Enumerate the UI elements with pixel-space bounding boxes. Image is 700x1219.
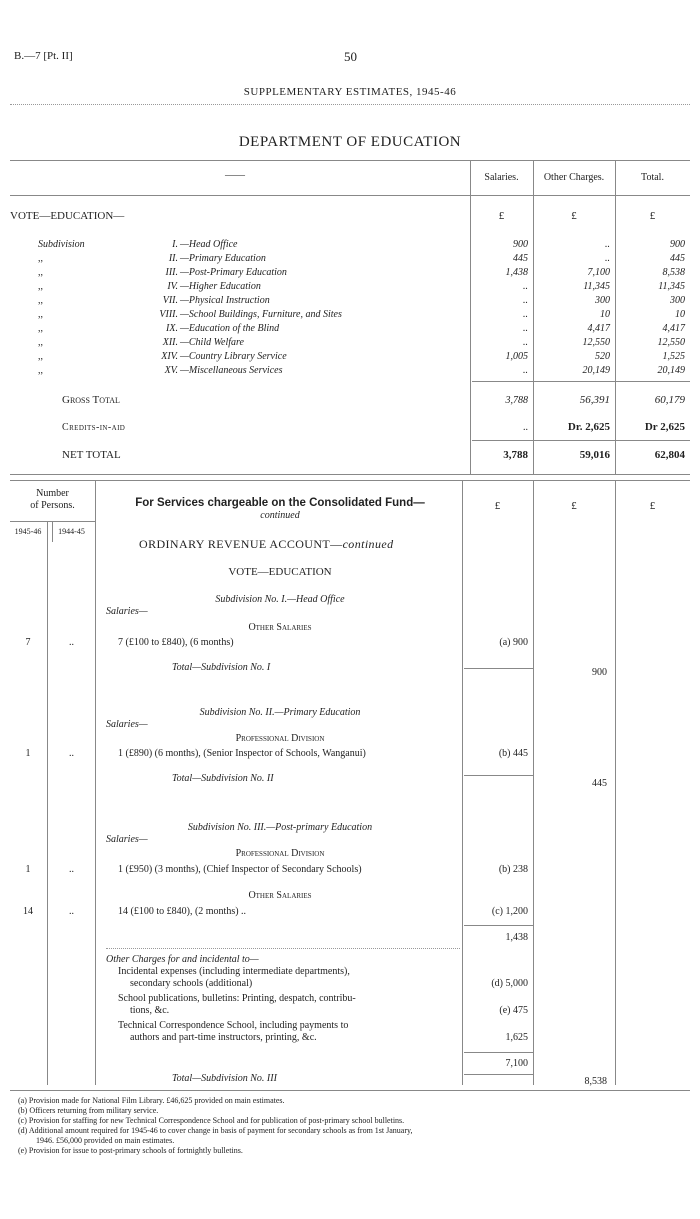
roman-numeral: IX. (166, 323, 178, 334)
footnote: (a) Provision made for National Film Library. £46,625 provided on main estimates. (18, 1096, 285, 1105)
other-charges-column-header: Other Charges. (543, 172, 605, 183)
column-rule (470, 160, 471, 474)
subdivision-name: —Miscellaneous Services (180, 365, 283, 376)
roman-numeral: VIII. (159, 309, 178, 320)
ditto-mark: ,, (38, 337, 43, 348)
subdivision-total: 8,538 (584, 1076, 607, 1087)
charge-description: Incidental expenses (including intermediate departments), (118, 966, 350, 977)
gross-other-charges: 56,391 (579, 394, 610, 406)
gross-total: 60,179 (654, 394, 685, 406)
total-cell: 1,525 (662, 351, 685, 362)
ditto-mark: ,, (38, 365, 43, 376)
column-rule (95, 480, 96, 1085)
subdivision-name: —Primary Education (180, 253, 266, 264)
detail-bottom-rule (10, 1090, 690, 1091)
charge-description: tions, &c. (130, 1005, 170, 1016)
charge-amount: 1,625 (505, 1032, 528, 1043)
credits-total: Dr 2,625 (644, 421, 685, 433)
roman-numeral: XII. (162, 337, 178, 348)
roman-numeral: VII. (162, 295, 178, 306)
year-header: 1944-45 (58, 527, 85, 536)
subdivision-heading: Subdivision No. I.—Head Office (215, 594, 345, 605)
total-cell: 445 (670, 253, 685, 264)
ditto-mark: ,, (38, 267, 43, 278)
subdivision-total-label: Total—Subdivision No. I (172, 662, 271, 673)
roman-numeral: III. (165, 267, 178, 278)
column-rule (462, 480, 463, 1085)
subtotal-rule (472, 381, 690, 382)
salary-group-heading: Other Salaries (248, 622, 312, 633)
persons-previous: .. (69, 637, 74, 648)
subdivision-total: 900 (592, 667, 607, 678)
charge-amount: (e) 475 (499, 1005, 528, 1016)
subdivision-total-label: Total—Subdivision No. III (172, 1073, 277, 1084)
detail-top-rule (10, 480, 690, 481)
other-charges-cell: 7,100 (587, 267, 610, 278)
other-charges-cell: 300 (595, 295, 610, 306)
charge-description: School publications, bulletins: Printing, despatch, contribu- (118, 993, 356, 1004)
salaries-label: Salaries— (106, 606, 148, 617)
persons-header: of Persons. (30, 500, 75, 511)
currency-symbol: £ (649, 210, 656, 222)
subdivision-name: —Higher Education (180, 281, 261, 292)
header-bottom-rule (10, 195, 690, 196)
item-description: 7 (£100 to £840), (6 months) (118, 637, 234, 648)
salaries-cell: 1,438 (505, 267, 528, 278)
column-rule (533, 160, 534, 474)
total-cell: 11,345 (658, 281, 685, 292)
credits-other-charges: Dr. 2,625 (567, 421, 610, 433)
total-rule (464, 1074, 533, 1075)
account-name: ORDINARY REVENUE ACCOUNT— (139, 537, 343, 551)
account-heading (139, 537, 393, 552)
currency-symbol: £ (498, 210, 505, 222)
subdivision-name: —Physical Instruction (180, 295, 270, 306)
currency-symbol: £ (494, 500, 501, 512)
other-charges-cell: 11,345 (583, 281, 610, 292)
item-description: 1 (£890) (6 months), (Senior Inspector of Schools, Wanganui) (118, 748, 366, 759)
persons-current: 7 (25, 637, 31, 648)
total-cell: 8,538 (662, 267, 685, 278)
subtotal-rule (464, 1052, 533, 1053)
charge-description: secondary schools (additional) (130, 978, 253, 989)
other-charges-cell: .. (605, 239, 610, 250)
footnote: (d) Additional amount required for 1945-46 to cover change in basis of payment for secondary schools as from 1st January, (18, 1126, 413, 1135)
salary-group-heading: Professional Division (235, 848, 325, 859)
credits-salaries: .. (523, 422, 528, 433)
item-amount: (b) 238 (498, 864, 528, 875)
salaries-label: Salaries— (106, 719, 148, 730)
net-total: 62,804 (654, 449, 685, 461)
charge-description: authors and part-time instructors, printing, &c. (130, 1032, 317, 1043)
charge-description: Technical Correspondence School, including payments to (118, 1020, 349, 1031)
ditto-mark: ,, (38, 253, 43, 264)
persons-previous: .. (69, 906, 74, 917)
ditto-mark: ,, (38, 309, 43, 320)
currency-symbol: £ (571, 500, 577, 512)
salary-group-heading: Professional Division (235, 733, 325, 744)
column-rule (47, 522, 48, 1085)
net-salaries: 3,788 (503, 449, 528, 461)
table-bottom-rule (10, 474, 690, 475)
currency-symbol: £ (571, 210, 577, 222)
persons-current: 1 (25, 864, 31, 875)
persons-current: 14 (23, 906, 33, 917)
subdivision-label: Subdivision (38, 239, 85, 250)
header-rule (10, 104, 690, 105)
total-rule (464, 775, 533, 776)
subtotal-rule (464, 925, 533, 926)
footnote: (e) Provision for issue to post-primary schools of fortnightly bulletins. (18, 1146, 243, 1155)
column-rule (615, 480, 616, 1085)
charge-amount: (d) 5,000 (491, 978, 528, 989)
credits-in-aid-label: Credits-in-aid (62, 422, 126, 433)
vote-heading: VOTE—EDUCATION (228, 566, 332, 578)
subdivision-name: —Country Library Service (180, 351, 287, 362)
salaries-subtotal: 1,438 (505, 932, 528, 943)
salary-group-heading: Other Salaries (248, 890, 312, 901)
persons-current: 1 (25, 748, 31, 759)
vote-heading: VOTE—EDUCATION— (10, 210, 125, 222)
roman-numeral: IV. (167, 281, 178, 292)
salaries-cell: .. (523, 309, 528, 320)
department-title: DEPARTMENT OF EDUCATION (238, 134, 462, 150)
salaries-label: Salaries— (106, 834, 148, 845)
net-other-charges: 59,016 (579, 449, 610, 461)
total-cell: 20,149 (657, 365, 685, 376)
roman-numeral: XV. (164, 365, 178, 376)
roman-numeral: XIV. (161, 351, 178, 362)
total-cell: 4,417 (662, 323, 685, 334)
column-rule (533, 480, 534, 1085)
other-charges-cell: .. (605, 253, 610, 264)
continued-note: continued (260, 510, 300, 521)
persons-previous: .. (69, 864, 74, 875)
item-amount: (a) 900 (499, 637, 528, 648)
persons-previous: .. (69, 748, 74, 759)
running-title: SUPPLEMENTARY ESTIMATES, 1945-46 (243, 86, 457, 98)
section-rule (106, 948, 460, 949)
total-cell: 300 (670, 295, 685, 306)
salaries-cell: .. (523, 337, 528, 348)
footnote: 1946. £56,000 provided on main estimates. (36, 1136, 175, 1145)
ditto-mark: ,, (38, 323, 43, 334)
other-charges-cell: 20,149 (582, 365, 610, 376)
subdivision-name: —School Buildings, Furniture, and Sites (180, 309, 342, 320)
other-charges-cell: 12,550 (582, 337, 610, 348)
ditto-mark: ,, (38, 295, 43, 306)
account-continued: continued (342, 537, 394, 551)
other-charges-subtotal: 7,100 (505, 1058, 528, 1069)
item-amount: (b) 445 (498, 748, 528, 759)
other-charges-heading: Other Charges for and incidental to— (106, 954, 259, 965)
column-rule (615, 160, 616, 474)
ditto-mark: ,, (38, 351, 43, 362)
salaries-cell: 1,005 (505, 351, 528, 362)
currency-symbol: £ (649, 500, 656, 512)
gross-salaries: 3,788 (505, 395, 528, 406)
table-top-rule (10, 160, 690, 161)
salaries-column-header: Salaries. (484, 172, 519, 183)
salaries-cell: .. (523, 323, 528, 334)
item-amount: (c) 1,200 (491, 906, 528, 917)
persons-header: Number (36, 488, 69, 499)
ditto-mark: ,, (38, 281, 43, 292)
item-description: 1 (£950) (3 months), (Chief Inspector of Secondary Schools) (118, 864, 362, 875)
subdivision-name: —Child Welfare (180, 337, 244, 348)
subdivision-heading: Subdivision No. III.—Post-primary Education (187, 822, 373, 833)
subdivision-total: 445 (592, 778, 607, 789)
gross-total-label: Gross Total (62, 394, 120, 406)
total-cell: 900 (670, 239, 685, 250)
other-charges-cell: 4,417 (587, 323, 610, 334)
document-reference: B.—7 [Pt. II] (14, 50, 73, 62)
salaries-cell: 900 (513, 239, 528, 250)
roman-numeral: I. (172, 239, 178, 250)
subdivision-heading: Subdivision No. II.—Primary Education (199, 707, 361, 718)
net-rule (472, 440, 690, 441)
subdivision-total-label: Total—Subdivision No. II (172, 773, 274, 784)
subdivision-name: —Post-Primary Education (180, 267, 287, 278)
total-cell: 10 (675, 309, 685, 320)
footnote: (b) Officers returning from military service. (18, 1106, 159, 1115)
total-rule (464, 668, 533, 669)
subdivision-name: —Education of the Blind (180, 323, 280, 334)
other-charges-cell: 520 (595, 351, 610, 362)
footnote: (c) Provision for staffing for new Technical Correspondence School and for publication of post-primary school bulletins. (18, 1116, 405, 1125)
column-rule (52, 522, 53, 542)
description-column-header: —— (225, 170, 245, 181)
services-heading: For Services chargeable on the Consolidated Fund— (135, 497, 425, 509)
year-header: 1945-46 (14, 527, 42, 536)
total-cell: 12,550 (657, 337, 685, 348)
roman-numeral: II. (168, 253, 178, 264)
other-charges-cell: 10 (600, 309, 610, 320)
total-column-header: Total. (641, 172, 664, 183)
net-total-label: NET TOTAL (62, 449, 121, 461)
salaries-cell: .. (523, 365, 528, 376)
item-description: 14 (£100 to £840), (2 months) .. (118, 906, 247, 917)
salaries-cell: .. (523, 281, 528, 292)
subdivision-name: —Head Office (180, 239, 238, 250)
salaries-cell: 445 (513, 253, 528, 264)
page-number: 50 (344, 49, 357, 64)
salaries-cell: .. (523, 295, 528, 306)
